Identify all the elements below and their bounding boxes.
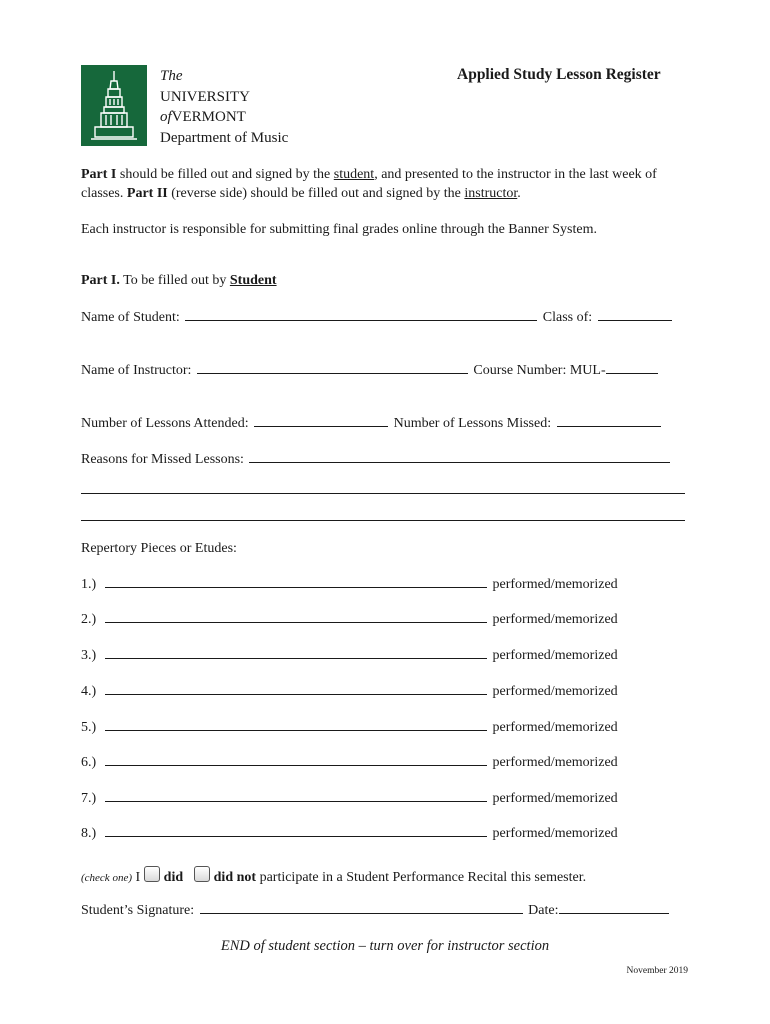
university-the: The xyxy=(160,68,183,84)
did-not-checkbox[interactable] xyxy=(194,866,210,882)
repertory-item xyxy=(81,684,618,700)
end-note: END of student section – turn over for instructor section xyxy=(220,938,550,954)
repertory-number: 6.) xyxy=(81,755,97,770)
lessons-attended-label: Number of Lessons Attended: xyxy=(81,416,249,431)
instructor-row xyxy=(81,363,660,379)
department-name: Department of Music xyxy=(160,129,289,146)
repertory-suffix: performed/memorized xyxy=(492,791,618,806)
did-label: did xyxy=(163,870,184,885)
repertory-suffix: performed/memorized xyxy=(492,648,618,663)
course-number-label: Course Number: MUL- xyxy=(473,363,606,378)
repertory-item xyxy=(81,826,618,842)
repertory-suffix: performed/memorized xyxy=(492,755,618,770)
lessons-row xyxy=(81,416,663,432)
repertory-field[interactable] xyxy=(105,729,487,731)
intro-text: (reverse side) should be filled out and signed by the xyxy=(167,186,465,201)
university-name xyxy=(160,66,288,148)
repertory-number: 8.) xyxy=(81,826,97,841)
intro-instructor: instructor xyxy=(464,186,518,201)
date-label: Date: xyxy=(528,903,559,918)
repertory-number: 5.) xyxy=(81,720,97,735)
repertory-label: Repertory Pieces or Etudes: xyxy=(81,541,237,556)
lessons-missed-field[interactable] xyxy=(557,425,661,427)
missed-reasons-label: Reasons for Missed Lessons: xyxy=(81,452,244,467)
repertory-number: 3.) xyxy=(81,648,97,663)
student-name-row xyxy=(81,310,674,326)
repertory-field[interactable] xyxy=(105,800,487,802)
university-of: of xyxy=(160,109,172,125)
repertory-item xyxy=(81,755,618,771)
signature-label: Student’s Signature: xyxy=(81,903,195,918)
course-number-field[interactable] xyxy=(606,372,658,374)
did-checkbox[interactable] xyxy=(144,866,160,882)
repertory-item xyxy=(81,791,618,807)
instructor-name-field[interactable] xyxy=(197,372,468,374)
repertory-number: 7.) xyxy=(81,791,97,806)
did-not-label: did not xyxy=(213,870,257,885)
repertory-field[interactable] xyxy=(105,621,487,623)
lessons-missed-label: Number of Lessons Missed: xyxy=(393,416,552,431)
student-name-field[interactable] xyxy=(185,319,537,321)
part1-label: Part I. xyxy=(81,273,120,288)
repertory-suffix: performed/memorized xyxy=(492,720,618,735)
repertory-item xyxy=(81,720,618,736)
repertory-item xyxy=(81,648,618,664)
intro-text: should be filled out and signed by the xyxy=(116,167,334,182)
uvm-tower-icon xyxy=(81,65,147,146)
lessons-attended-field[interactable] xyxy=(254,425,388,427)
intro-paragraph-2: Each instructor is responsible for submitting final grades online through the Banner System. xyxy=(81,222,597,237)
repertory-field[interactable] xyxy=(105,693,487,695)
signature-row xyxy=(81,903,671,919)
missed-reasons-line-3[interactable] xyxy=(81,520,685,521)
repertory-field[interactable] xyxy=(105,586,487,588)
intro-student: student xyxy=(333,167,375,182)
class-of-label: Class of: xyxy=(542,310,593,325)
repertory-field[interactable] xyxy=(105,764,487,766)
university-vermont-line xyxy=(160,107,288,128)
repertory-item xyxy=(81,577,618,593)
repertory-number: 1.) xyxy=(81,577,97,592)
repertory-suffix: performed/memorized xyxy=(492,684,618,699)
intro-paragraph-1 xyxy=(81,165,691,203)
university-word: UNIVERSITY xyxy=(160,88,250,105)
date-field[interactable] xyxy=(559,912,669,914)
revision-date: November 2019 xyxy=(626,966,688,976)
repertory-field[interactable] xyxy=(105,835,487,837)
intro-text: , and presented to the instructor in the last week of classes. xyxy=(81,167,657,201)
repertory-suffix: performed/memorized xyxy=(492,612,618,627)
intro-text: . xyxy=(517,186,521,201)
intro-part2-label: Part II xyxy=(126,186,168,201)
missed-reasons-line-2[interactable] xyxy=(81,493,685,494)
intro-part1-label: Part I xyxy=(81,167,117,182)
part1-text: To be filled out by xyxy=(119,273,230,288)
missed-reasons-row xyxy=(81,452,672,468)
university-vermont: VERMONT xyxy=(171,109,246,125)
instructor-name-label: Name of Instructor: xyxy=(81,363,192,378)
part1-student: Student xyxy=(229,273,277,288)
student-name-label: Name of Student: xyxy=(81,310,180,325)
class-of-field[interactable] xyxy=(598,319,672,321)
uvm-logo xyxy=(81,65,147,146)
page-title: Applied Study Lesson Register xyxy=(457,66,661,83)
part1-heading xyxy=(81,273,277,289)
recital-i: I xyxy=(135,870,141,885)
recital-row xyxy=(81,866,586,886)
check-one-note: (check one) xyxy=(81,872,132,884)
repertory-suffix: performed/memorized xyxy=(492,577,618,592)
recital-text: participate in a Student Performance Recital this semester. xyxy=(256,870,587,885)
repertory-number: 4.) xyxy=(81,684,97,699)
missed-reasons-field[interactable] xyxy=(249,461,670,463)
repertory-item xyxy=(81,612,618,628)
signature-field[interactable] xyxy=(200,912,523,914)
repertory-number: 2.) xyxy=(81,612,97,627)
repertory-suffix: performed/memorized xyxy=(492,826,618,841)
repertory-field[interactable] xyxy=(105,657,487,659)
